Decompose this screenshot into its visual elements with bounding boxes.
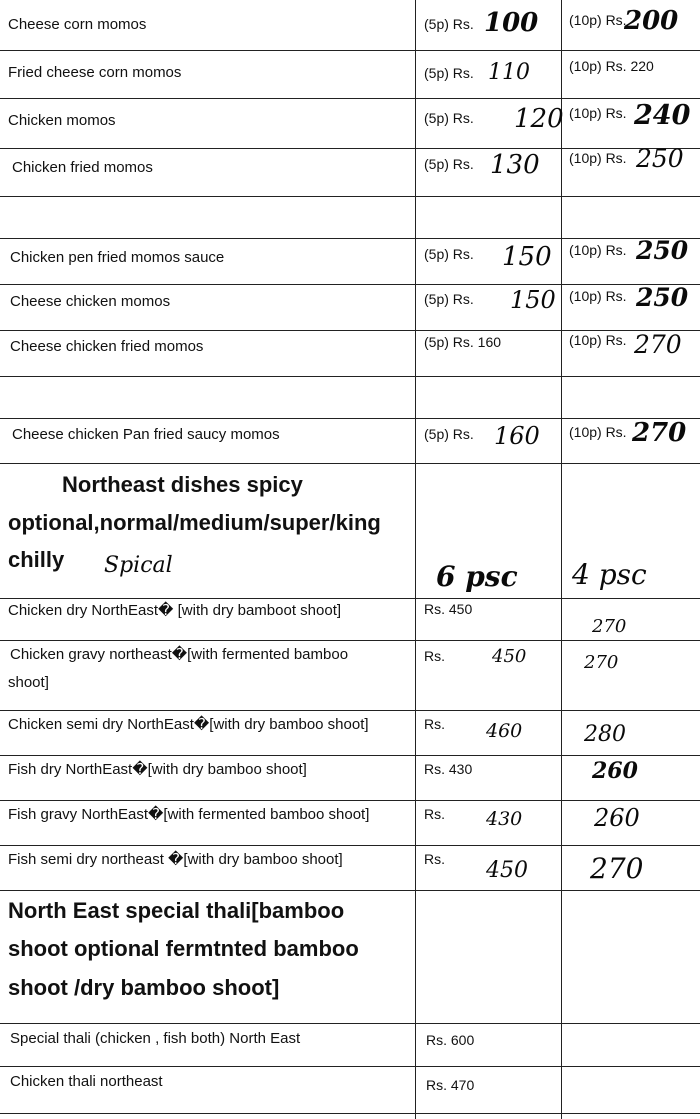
row-line bbox=[0, 1023, 700, 1024]
row-line bbox=[0, 463, 700, 464]
handwritten-price-10p: 250 bbox=[636, 283, 689, 312]
price-5p: (5p) Rs. bbox=[424, 65, 474, 81]
handwritten-price-10p: 270 bbox=[634, 330, 682, 359]
handwritten-price-4psc: 270 bbox=[592, 616, 627, 637]
handwritten-price-10p: 200 bbox=[624, 6, 679, 36]
handwritten-price-6psc: 450 bbox=[486, 858, 528, 883]
row-line bbox=[0, 50, 700, 51]
handwritten-price-5p: 100 bbox=[484, 8, 539, 38]
row-line bbox=[0, 330, 700, 331]
price: Rs. 430 bbox=[424, 761, 473, 777]
handwritten-col1-header: 6 psc bbox=[436, 560, 518, 593]
item-name-continued: shoot] bbox=[8, 674, 49, 691]
item-name: Fish gravy NorthEast�[with fermented bamboo shoot] bbox=[8, 806, 370, 823]
item-name: Fish semi dry northeast �[with dry bamboo shoot] bbox=[8, 851, 343, 868]
handwritten-price-5p: 120 bbox=[514, 104, 564, 134]
handwritten-price-5p: 160 bbox=[494, 422, 540, 450]
row-line bbox=[0, 755, 700, 756]
price: Rs. 470 bbox=[426, 1077, 475, 1093]
price-5p: (5p) Rs. bbox=[424, 16, 474, 32]
handwritten-price-5p: 150 bbox=[510, 286, 556, 314]
row-line bbox=[0, 598, 700, 599]
price: Rs. 450 bbox=[424, 601, 473, 617]
item-name: Cheese chicken fried momos bbox=[10, 338, 204, 355]
price-10p: (10p) Rs. bbox=[569, 288, 627, 304]
item-name: Chicken momos bbox=[8, 112, 116, 129]
row-line bbox=[0, 148, 700, 149]
price-10p: (10p) Rs. bbox=[569, 105, 627, 121]
handwritten-price-4psc: 260 bbox=[594, 804, 640, 832]
handwritten-price-4psc: 270 bbox=[590, 852, 644, 885]
column-divider-1 bbox=[415, 0, 416, 1119]
item-name: Special thali (chicken , fish both) North East bbox=[10, 1030, 301, 1047]
price-10p: (10p) Rs. bbox=[569, 242, 627, 258]
price: Rs. bbox=[424, 648, 445, 664]
handwritten-col2-header: 4 psc bbox=[572, 558, 647, 591]
row-line bbox=[0, 800, 700, 801]
row-line bbox=[0, 418, 700, 419]
item-name: Cheese chicken Pan fried saucy momos bbox=[12, 426, 280, 443]
handwritten-note: Spical bbox=[104, 553, 173, 578]
row-line bbox=[0, 376, 700, 377]
handwritten-price-6psc: 450 bbox=[492, 646, 527, 667]
item-name: Fish dry NorthEast�[with dry bamboo shoot] bbox=[8, 761, 307, 778]
price-10p: (10p) Rs. bbox=[569, 150, 627, 166]
price-5p: (5p) Rs. bbox=[424, 110, 474, 126]
price-5p: (5p) Rs. bbox=[424, 291, 474, 307]
row-line bbox=[0, 1113, 700, 1114]
row-line bbox=[0, 845, 700, 846]
heading-line-3: chilly bbox=[8, 547, 65, 572]
item-name: Chicken semi dry NorthEast�[with dry bamboo shoot] bbox=[8, 716, 369, 733]
item-name: Chicken gravy northeast�[with fermented bamboo bbox=[10, 646, 349, 663]
handwritten-price-6psc: 430 bbox=[486, 808, 523, 830]
item-name: Chicken fried momos bbox=[12, 159, 153, 176]
price-5p: (5p) Rs. bbox=[424, 426, 474, 442]
row-line bbox=[0, 196, 700, 197]
price-5p: (5p) Rs. bbox=[424, 156, 474, 172]
item-name: Chicken dry NorthEast� [with dry bamboot shoot] bbox=[8, 602, 342, 619]
heading-line-3: shoot /dry bamboo shoot] bbox=[8, 975, 280, 1000]
item-name: Chicken pen fried momos sauce bbox=[10, 249, 225, 266]
item-name: Cheese chicken momos bbox=[10, 293, 171, 310]
handwritten-price-6psc: 460 bbox=[486, 720, 523, 742]
handwritten-price-10p: 270 bbox=[632, 418, 687, 448]
price: Rs. bbox=[424, 806, 445, 822]
handwritten-price-4psc: 270 bbox=[584, 652, 619, 673]
price-10p: (10p) Rs. 220 bbox=[569, 58, 654, 74]
heading-line-1: Northeast dishes spicy bbox=[62, 472, 303, 497]
row-line bbox=[0, 710, 700, 711]
price-10p: (10p) Rs. bbox=[569, 12, 627, 28]
column-divider-2 bbox=[561, 0, 562, 1119]
price: Rs. bbox=[424, 716, 445, 732]
handwritten-price-10p: 240 bbox=[634, 100, 691, 131]
row-line bbox=[0, 640, 700, 641]
heading-line-1: North East special thali[bamboo bbox=[8, 898, 345, 923]
heading-line-2: shoot optional fermtnted bamboo bbox=[8, 936, 359, 961]
handwritten-price-5p: 110 bbox=[488, 60, 530, 85]
price: Rs. bbox=[424, 851, 445, 867]
handwritten-price-4psc: 260 bbox=[592, 758, 638, 784]
row-line bbox=[0, 98, 700, 99]
item-name: Chicken thali northeast bbox=[10, 1073, 163, 1090]
heading-line-2: optional,normal/medium/super/king bbox=[8, 510, 381, 535]
item-name: Fried cheese corn momos bbox=[8, 64, 182, 81]
price: Rs. 600 bbox=[426, 1032, 475, 1048]
row-line bbox=[0, 238, 700, 239]
row-line bbox=[0, 1066, 700, 1067]
price-5p: (5p) Rs. bbox=[424, 246, 474, 262]
price-10p: (10p) Rs. bbox=[569, 424, 627, 440]
price-5p: (5p) Rs. 160 bbox=[424, 334, 502, 350]
handwritten-price-5p: 150 bbox=[502, 242, 552, 272]
handwritten-price-10p: 250 bbox=[636, 144, 684, 173]
item-name: Cheese corn momos bbox=[8, 16, 147, 33]
price-10p: (10p) Rs. bbox=[569, 332, 627, 348]
handwritten-price-10p: 250 bbox=[636, 236, 689, 265]
row-line bbox=[0, 890, 700, 891]
handwritten-price-5p: 130 bbox=[490, 150, 540, 180]
row-line bbox=[0, 284, 700, 285]
handwritten-price-4psc: 280 bbox=[584, 722, 626, 747]
